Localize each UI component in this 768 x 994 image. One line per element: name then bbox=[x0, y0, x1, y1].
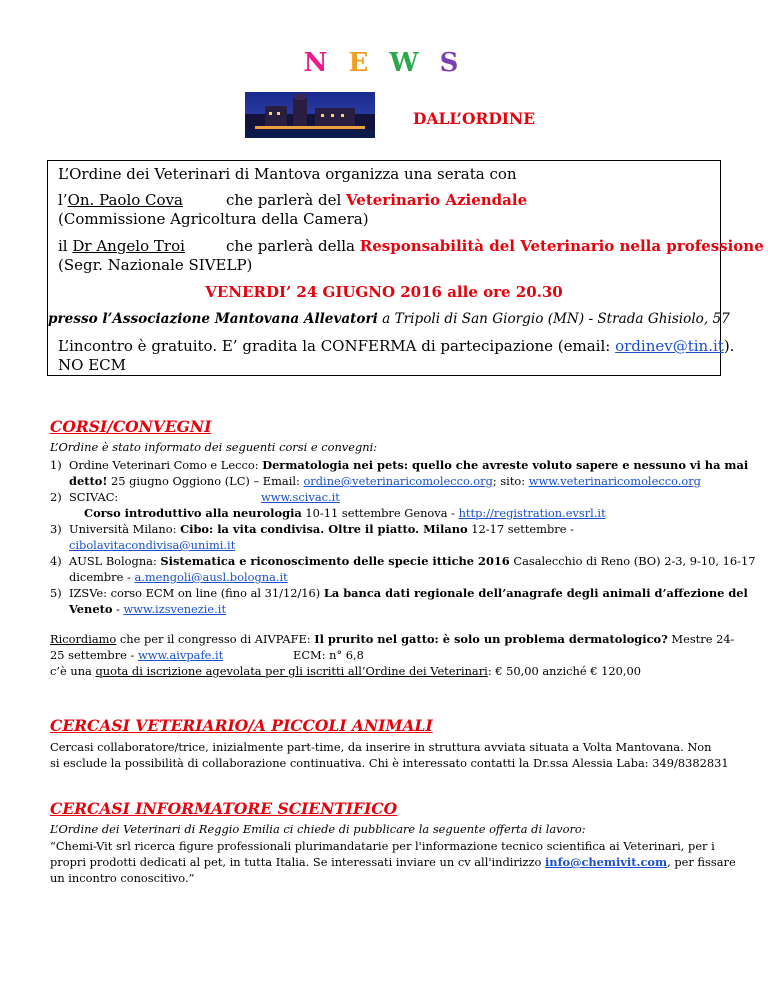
registration-email-link[interactable]: ordinev@tin.it bbox=[615, 337, 724, 355]
speaker2-prefix: il bbox=[58, 237, 73, 255]
item5-org: IZSVe: corso ECM on line (fino al 31/12/16) bbox=[69, 586, 324, 600]
reminder-date: 25 settembre - bbox=[50, 648, 138, 662]
item4-email-link[interactable]: a.mengoli@ausl.bologna.it bbox=[134, 570, 288, 584]
reminder-text: che per il congresso di AIVPAFE: bbox=[116, 632, 315, 646]
cercasi-info-intro: L’Ordine dei Veterinari di Reggio Emilia ci chiede di pubblicare la seguente offerta di lavoro: bbox=[50, 822, 586, 836]
speaker1-talk bbox=[226, 191, 527, 209]
speaker2-talk-prefix: che parlerà della bbox=[226, 237, 360, 255]
list-item-1-num: 1) bbox=[50, 458, 62, 472]
reminder-ricordiamo: Ricordiamo bbox=[50, 632, 117, 646]
item3-text: 12-17 settembre - bbox=[467, 522, 574, 536]
reminder-line3-b: : € 50,00 anziché € 120,00 bbox=[487, 664, 641, 678]
speaker2-role: (Segr. Nazionale SIVELP) bbox=[58, 256, 253, 274]
speaker1-role: (Commissione Agricoltura della Camera) bbox=[58, 210, 369, 228]
item2-org: SCIVAC: bbox=[69, 490, 119, 504]
reminder-line2 bbox=[50, 648, 223, 663]
list-item-3-line1 bbox=[69, 522, 574, 537]
venue-name: presso l’Associazione Mantovana Allevatori bbox=[48, 311, 378, 327]
speaker2-topic: Responsabilità del Veterinario nella professione bbox=[359, 237, 764, 255]
cercasi-vet-title: CERCASI VETERIARIO/A PICCOLI ANIMALI bbox=[50, 716, 433, 735]
event-box bbox=[47, 160, 764, 376]
title-letter-w: W bbox=[389, 48, 425, 78]
item1-org: Ordine Veterinari Como e Lecco: bbox=[69, 458, 263, 472]
speaker1-line bbox=[58, 191, 183, 209]
list-item-5-line1 bbox=[69, 586, 748, 601]
list-item-4-line2 bbox=[69, 570, 288, 585]
item1-text: 25 giugno Oggiono (LC) – Email: bbox=[107, 474, 304, 488]
list-item-5-num: 5) bbox=[50, 586, 62, 600]
speaker2-talk bbox=[226, 237, 764, 255]
list-item-3-num: 3) bbox=[50, 522, 62, 536]
reminder-title: Il prurito nel gatto: è solo un problema dermatologico? bbox=[314, 632, 668, 646]
item4-org: AUSL Bologna: bbox=[69, 554, 161, 568]
speaker1-talk-prefix: che parlerà del bbox=[226, 191, 347, 209]
cercasi-vet-line2: si esclude la possibilità di collaborazione continuativa. Chi è interessato contatti la Dr.ssa Alessia Laba: 349/8382831 bbox=[50, 756, 729, 770]
header-subtitle: DALL’ORDINE bbox=[413, 109, 536, 128]
venue-address: a Tripoli di San Giorgio (MN) - Strada Ghisiolo, 57 bbox=[377, 311, 730, 327]
reminder-line3-underlined: quota di iscrizione agevolata per gli iscritti all’Ordine dei Veterinari bbox=[95, 664, 488, 678]
corsi-intro: L’Ordine è stato informato dei seguenti corsi e convegni: bbox=[50, 440, 378, 454]
reminder-ecm: ECM: n° 6,8 bbox=[293, 648, 364, 662]
item5-text: - bbox=[112, 602, 124, 616]
item4-text-b: dicembre - bbox=[69, 570, 135, 584]
cercasi-info-line2-b: , per fissare bbox=[667, 855, 736, 869]
cercasi-info-line1: “Chemi-Vit srl ricerca figure professionali plurimandatarie per l'informazione tecnico scientifica ai Veterinari, per i bbox=[50, 839, 715, 853]
item2-text: 10-11 settembre Genova - bbox=[301, 506, 459, 520]
item1-site-link[interactable]: www.veterinaricomolecco.org bbox=[528, 474, 701, 488]
reminder-text2: Mestre 24- bbox=[667, 632, 735, 646]
title-letter-n: N bbox=[303, 48, 334, 78]
cercasi-info-line2 bbox=[50, 855, 736, 870]
list-item-1-line1 bbox=[69, 458, 748, 473]
list-item-2-line2 bbox=[84, 506, 606, 521]
page-title bbox=[0, 48, 768, 78]
list-item-4-num: 4) bbox=[50, 554, 62, 568]
item3-org: Università Milano: bbox=[69, 522, 181, 536]
item4-title: Sistematica e riconoscimento delle specie ittiche 2016 bbox=[160, 554, 510, 568]
item1-sito: ; sito: bbox=[492, 474, 529, 488]
item3-title: Cibo: la vita condivisa. Oltre il piatto. Milano bbox=[180, 522, 468, 536]
reminder-line1 bbox=[50, 632, 734, 647]
title-letter-s: S bbox=[439, 48, 465, 78]
speaker2-name: Dr Angelo Troi bbox=[72, 237, 185, 255]
item2-site-link[interactable]: www.scivac.it bbox=[261, 490, 340, 504]
corsi-title: CORSI/CONVEGNI bbox=[50, 417, 212, 436]
list-item-4-line1 bbox=[69, 554, 755, 569]
list-item-2-num: 2) bbox=[50, 490, 62, 504]
list-item-1-line2 bbox=[69, 474, 701, 489]
registration-end: ). bbox=[723, 337, 735, 355]
speaker1-topic: Veterinario Aziendale bbox=[346, 191, 528, 209]
event-venue bbox=[48, 311, 730, 327]
reminder-url-link[interactable]: www.aivpafe.it bbox=[137, 648, 224, 662]
registration-text: L’incontro è gratuito. E’ gradita la CONFERMA di partecipazione (email: bbox=[58, 337, 616, 355]
item5-url-link[interactable]: www.izsvenezie.it bbox=[123, 602, 227, 616]
item3-email-link[interactable]: cibolavitacondivisa@unimi.it bbox=[69, 538, 236, 552]
item5-title-a: La banca dati regionale dell’anagrafe degli animali d’affezione del bbox=[323, 586, 748, 600]
cercasi-info-line2-a: propri prodotti dedicati al pet, in tutta Italia. Se interessati inviare un cv all'indirizzo bbox=[50, 855, 545, 869]
night-city-photo bbox=[245, 92, 375, 138]
cercasi-info-title: CERCASI INFORMATORE SCIENTIFICO bbox=[50, 799, 398, 818]
item2-url-link[interactable]: http://registration.evsrl.it bbox=[458, 506, 606, 520]
speaker1-prefix: l’ bbox=[58, 191, 68, 209]
speaker1-name: On. Paolo Cova bbox=[67, 191, 183, 209]
cercasi-vet-line1: Cercasi collaboratore/trice, inizialmente part-time, da inserire in struttura avviata situata a Volta Mantovana. Non bbox=[50, 740, 712, 754]
item4-text-a: Casalecchio di Reno (BO) 2-3, 9-10, 16-17 bbox=[509, 554, 756, 568]
speaker2-line bbox=[58, 237, 185, 255]
item1-title-a: Dermatologia nei pets: quello che avreste voluto sapere e nessuno vi ha mai bbox=[262, 458, 749, 472]
event-intro: L’Ordine dei Veterinari di Mantova organizza una serata con bbox=[58, 165, 517, 183]
event-ecm: NO ECM bbox=[58, 356, 126, 374]
cercasi-info-line3: un incontro conoscitivo.” bbox=[50, 871, 195, 885]
cercasi-info-email-link[interactable]: info@chemivit.com bbox=[544, 855, 668, 869]
event-registration bbox=[58, 337, 734, 355]
reminder-line3 bbox=[50, 664, 641, 679]
event-date: VENERDI’ 24 GIUGNO 2016 alle ore 20.30 bbox=[205, 283, 563, 301]
item1-email-link[interactable]: ordine@veterinaricomolecco.org bbox=[303, 474, 493, 488]
item2-title: Corso introduttivo alla neurologia bbox=[84, 506, 302, 520]
list-item-5-line2 bbox=[69, 602, 226, 617]
item1-title-b: detto! bbox=[69, 474, 108, 488]
item5-title-b: Veneto bbox=[69, 602, 113, 616]
title-letter-e: E bbox=[348, 48, 375, 78]
reminder-line3-a: c’è una bbox=[50, 664, 96, 678]
